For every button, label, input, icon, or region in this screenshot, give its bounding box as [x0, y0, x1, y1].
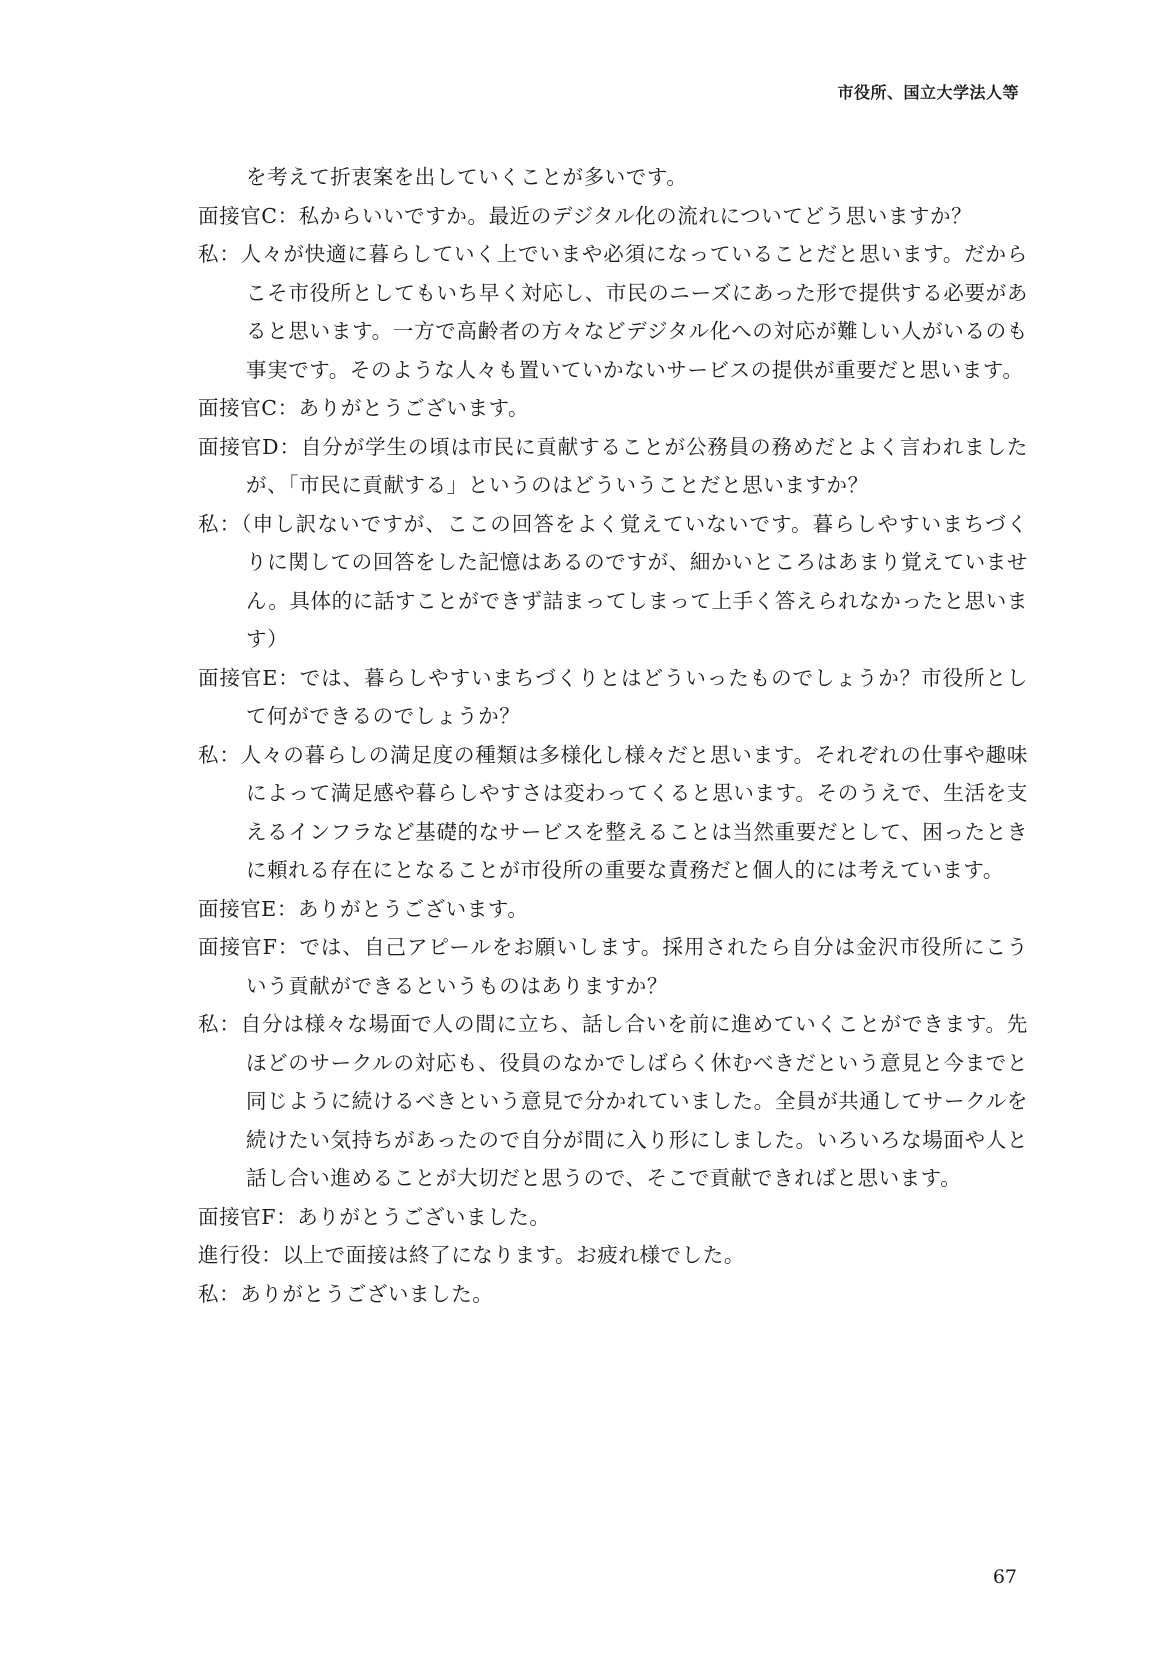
transcript-entry-answer-digital: 私：人々が快適に暮らしていく上でいまや必須になっていることだと思います。だからこそ市役所としてもいち早く対応し、市民のニーズにあった形で提供する必要があると思います。一方で高齢者の方々などデジタル化への対応が難しい人がいるのも事実です。そのような人々も置いていかないサービスの提供が重要だと思います。 — [198, 242, 1028, 382]
page-number: 67 — [992, 1566, 1017, 1588]
transcript-entry-interviewer-f-question: 面接官F：では、自己アピールをお願いします。採用されたら自分は金沢市役所にこういう貢献ができるというものはありますか？ — [198, 935, 1028, 998]
interview-transcript — [198, 158, 1028, 1313]
transcript-entry-answer-contribution: 私：（申し訳ないですが、ここの回答をよく覚えていないです。暮らしやすいまちづくりに関しての回答をした記憶はあるのですが、細かいところはあまり覚えていません。具体的に話すことができず詰まってしまって上手く答えられなかったと思います） — [198, 511, 1028, 651]
transcript-entry-answer-self-appeal: 私：自分は様々な場面で人の間に立ち、話し合いを前に進めていくことができます。先ほどのサークルの対応も、役員のなかでしばらく休むべきだという意見と今までと同じように続けるべきという意見で分かれていました。全員が共通してサークルを続けたい気持ちがあったので自分が間に入り形にしました。いろいろな場面や人と話し合い進めることが大切だと思うので、そこで貢献できればと思います。 — [198, 1012, 1028, 1190]
transcript-entry-interviewer-d-question: 面接官D：自分が学生の頃は市民に貢献することが公務員の務めだとよく言われましたが、「市民に貢献する」というのはどういうことだと思いますか？ — [198, 434, 1028, 497]
transcript-entry-interviewer-c-question: 面接官C：私からいいですか。最近のデジタル化の流れについてどう思いますか？ — [198, 203, 973, 228]
transcript-entry-interviewer-f-thanks: 面接官F：ありがとうございました。 — [198, 1204, 551, 1229]
transcript-entry-moderator-closing: 進行役：以上で面接は終了になります。お疲れ様でした。 — [198, 1243, 745, 1267]
transcript-entry-answer-thanks: 私：ありがとうございました。 — [198, 1281, 494, 1306]
running-header: 市役所、国立大学法人等 — [837, 83, 1019, 102]
transcript-entry-interviewer-e-question: 面接官E：では、暮らしやすいまちづくりとはどういったものでしょうか？市役所として何ができるのでしょうか？ — [198, 665, 1028, 728]
transcript-entry-interviewer-e-thanks: 面接官E：ありがとうございます。 — [198, 896, 529, 921]
transcript-continuation: を考えて折衷案を出していくことが多いです。 — [246, 165, 688, 189]
transcript-entry-interviewer-c-thanks: 面接官C：ありがとうございます。 — [198, 396, 530, 420]
transcript-entry-answer-community: 私：人々の暮らしの満足度の種類は多様化し様々だと思います。それぞれの仕事や趣味によって満足感や暮らしやすさは変わってくると思います。そのうえで、生活を支えるインフラなど基礎的なサービスを整えることは当然重要だとして、困ったときに頼れる存在にとなることが市役所の重要な責務だと個人的には考えています。 — [198, 742, 1028, 882]
